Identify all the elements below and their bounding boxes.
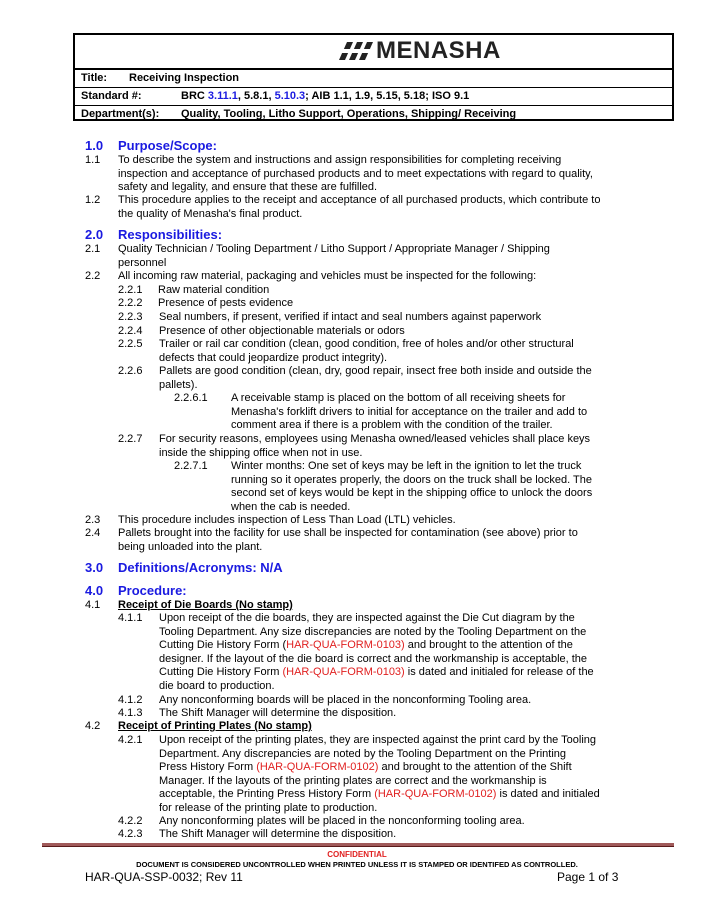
item-number: 2.2.6 <box>118 365 143 377</box>
item-number: 1.2 <box>85 194 101 206</box>
standard-value <box>181 88 469 105</box>
item-number: 4.2 <box>85 720 101 732</box>
standard-brc: BRC <box>181 90 208 102</box>
standard-link-3-11-1[interactable]: 3.11.1 <box>207 90 238 102</box>
section-title: Definitions/Acronyms: N/A <box>118 560 283 575</box>
section-title: Purpose/Scope: <box>118 138 217 153</box>
text-fragment: Press History Form <box>159 761 257 774</box>
section-number: 2.0 <box>85 227 104 242</box>
footer-divider <box>42 843 674 847</box>
text-line: defects that could jeopardize product integrity). <box>159 351 388 364</box>
item-text <box>159 734 629 816</box>
text-line: the quality of Menasha's final product. <box>118 207 303 220</box>
logo-row <box>75 35 672 70</box>
text-line: inspection and acceptance of purchased products and to meet expectations with regard to quality, <box>118 167 593 180</box>
item-number: 4.2.1 <box>118 734 143 746</box>
item-text <box>118 270 638 284</box>
item-number: 2.2.7.1 <box>174 460 208 472</box>
section-number: 4.0 <box>85 583 104 598</box>
item-number: 2.1 <box>85 243 101 255</box>
page-number: Page 1 of 3 <box>557 870 619 884</box>
text-fragment: is dated and initialed <box>496 788 600 801</box>
text-line: running so it operates properly, the doors on the truck shall be locked. The <box>231 473 592 486</box>
text-line: Manager. If the layouts of the printing plates are correct and the workmanship is <box>159 774 547 787</box>
department-row <box>75 106 672 123</box>
item-text: Presence of pests evidence <box>158 297 294 309</box>
text-line: for release of the printing plate to production. <box>159 801 378 814</box>
text-fragment: and brought to the attention of the Shift <box>378 761 572 774</box>
text-line: A receivable stamp is placed on the bottom of all receiving sheets for <box>231 392 566 404</box>
text-fragment: and brought to the attention of the <box>404 639 573 652</box>
text-line: This procedure applies to the receipt and acceptance of all purchased products, which contribute to <box>118 194 601 206</box>
form-reference: (HAR-QUA-FORM-0103) <box>282 666 405 679</box>
subsection-title: Receipt of Printing Plates (No stamp) <box>118 720 312 732</box>
confidential-label: CONFIDENTIAL <box>327 850 387 859</box>
text-fragment: Cutting Die History Form <box>159 666 283 679</box>
text-line <box>159 639 629 653</box>
item-text: Seal numbers, if present, verified if intact and seal numbers against paperwork <box>159 311 542 323</box>
text-line: inside the shipping office when not in use. <box>159 446 363 459</box>
item-text <box>118 154 638 195</box>
item-number: 2.2.6.1 <box>174 392 208 404</box>
standard-rest: ; AIB 1.1, 1.9, 5.15, 5.18; ISO 9.1 <box>305 90 470 102</box>
standard-link-5-10-3[interactable]: 5.10.3 <box>274 90 306 102</box>
text-line <box>159 788 629 802</box>
item-text <box>159 365 629 392</box>
section-3-heading <box>0 561 714 577</box>
text-line: Upon receipt of the printing plates, they are inspected against the print card by the Tooling <box>159 734 597 746</box>
text-line: Pallets are good condition (clean, dry, good repair, insect free both inside and outside the <box>159 365 592 377</box>
text-line: Trailer or rail car condition (clean, good condition, free of holes and/or other structural <box>159 338 574 350</box>
text-line: Upon receipt of the die boards, they are inspected against the Die Cut diagram by the <box>159 612 575 624</box>
item-number: 2.3 <box>85 514 101 526</box>
text-line: pallets). <box>159 378 198 391</box>
form-reference: (HAR-QUA-FORM-0102) <box>374 788 497 801</box>
standard-label: Standard #: <box>81 90 142 102</box>
item-text: Any nonconforming plates will be placed in the nonconforming tooling area. <box>159 815 525 827</box>
form-reference: (HAR-QUA-FORM-0102) <box>256 761 379 774</box>
document-header <box>73 33 674 121</box>
text-line <box>159 666 629 680</box>
item-text <box>118 527 638 554</box>
item-number: 4.1 <box>85 599 101 611</box>
menasha-logo-icon <box>339 42 373 60</box>
text-line: Tooling Department. Any size discrepancies are noted by the Tooling Department on the <box>159 625 587 638</box>
text-line <box>159 761 629 775</box>
company-logo <box>339 37 501 64</box>
item-number: 4.1.3 <box>118 707 143 719</box>
section-number: 1.0 <box>85 138 104 153</box>
text-line: second set of keys would be kept in the shipping office to unlock the doors <box>231 487 593 500</box>
section-2-heading <box>0 228 714 244</box>
text-line: Quality Technician / Tooling Department / Litho Support / Appropriate Manager / Shipping <box>118 243 550 255</box>
item-number: 2.4 <box>85 527 101 539</box>
text-line: This procedure includes inspection of Less Than Load (LTL) vehicles. <box>118 514 456 526</box>
item-number: 4.1.2 <box>118 694 143 706</box>
form-reference: HAR-QUA-FORM-0103) <box>286 639 405 652</box>
title-value: Receiving Inspection <box>129 72 240 84</box>
section-1-heading <box>0 139 714 155</box>
section-number: 3.0 <box>85 560 104 575</box>
text-line: Menasha's forklift drivers to initial for acceptance on the trailer and add to <box>231 405 588 418</box>
text-line: All incoming raw material, packaging and vehicles must be inspected for the following: <box>118 270 537 282</box>
item-text <box>159 612 629 694</box>
item-text: The Shift Manager will determine the disposition. <box>159 828 397 840</box>
item-text <box>118 194 638 221</box>
section-title: Procedure: <box>118 583 187 598</box>
item-number: 2.2 <box>85 270 101 282</box>
text-line: being unloaded into the plant. <box>118 540 263 553</box>
subsection-title: Receipt of Die Boards (No stamp) <box>118 599 293 611</box>
text-line: die board to production. <box>159 679 275 692</box>
item-text: Raw material condition <box>158 284 270 296</box>
text-line: Department. Any discrepancies are noted by the Tooling Department on the Printing <box>159 747 567 760</box>
section-title: Responsibilities: <box>118 227 223 242</box>
title-label: Title: <box>81 72 108 84</box>
text-line: Pallets brought into the facility for use shall be inspected for contamination (see above) prior to <box>118 527 578 539</box>
item-number: 2.2.4 <box>118 325 143 337</box>
text-line: For security reasons, employees using Menasha owned/leased vehicles shall place keys <box>159 433 591 445</box>
item-text <box>231 392 621 433</box>
department-value: Quality, Tooling, Litho Support, Operations, Shipping/ Receiving <box>181 108 517 120</box>
text-line: Winter months: One set of keys may be left in the ignition to let the truck <box>231 460 582 472</box>
text-fragment: Cutting Die History Form ( <box>159 639 287 652</box>
item-text <box>118 514 638 528</box>
text-line: safety and legality, and ensure that these are fulfilled. <box>118 181 378 194</box>
item-number: 4.2.3 <box>118 828 143 840</box>
text-line: when the cab is needed. <box>231 500 351 513</box>
text-fragment: acceptable, the Printing Press History Form <box>159 788 375 801</box>
standard-mid: , 5.8.1, <box>237 90 275 102</box>
title-row <box>75 70 672 88</box>
text-line: To describe the system and instructions and assign responsibilities for completing receiving <box>118 154 562 166</box>
item-number: 2.2.2 <box>118 297 143 309</box>
item-text <box>118 243 638 270</box>
item-text <box>231 460 621 514</box>
item-number: 2.2.1 <box>118 284 143 296</box>
item-text <box>159 433 629 460</box>
department-label: Department(s): <box>81 108 160 120</box>
text-fragment: is dated and initialed for release of the <box>404 666 594 679</box>
section-4-heading <box>0 584 714 600</box>
logo-wordmark: MENASHA <box>376 37 501 64</box>
item-number: 4.2.2 <box>118 815 143 827</box>
document-id: HAR-QUA-SSP-0032; Rev 11 <box>85 870 243 884</box>
item-number: 2.2.5 <box>118 338 143 350</box>
item-number: 2.2.7 <box>118 433 143 445</box>
item-number: 2.2.3 <box>118 311 143 323</box>
item-text: Presence of other objectionable materials or odors <box>159 325 405 337</box>
item-text <box>159 338 629 365</box>
text-line: personnel <box>118 256 167 269</box>
uncontrolled-notice: DOCUMENT IS CONSIDERED UNCONTROLLED WHEN PRINTED UNLESS IT IS STAMPED OR IDENTIFED AS CONTROLLED. <box>136 860 578 869</box>
item-number: 4.1.1 <box>118 612 143 624</box>
text-line: comment area if there is a problem with the condition of the trailer. <box>231 419 553 432</box>
item-text: The Shift Manager will determine the disposition. <box>159 707 397 719</box>
standard-row <box>75 88 672 106</box>
text-line: designer. If the layout of the die board is correct and the workmanship is acceptable, the <box>159 652 588 665</box>
item-number: 1.1 <box>85 154 101 166</box>
item-text: Any nonconforming boards will be placed in the nonconforming Tooling area. <box>159 694 532 706</box>
